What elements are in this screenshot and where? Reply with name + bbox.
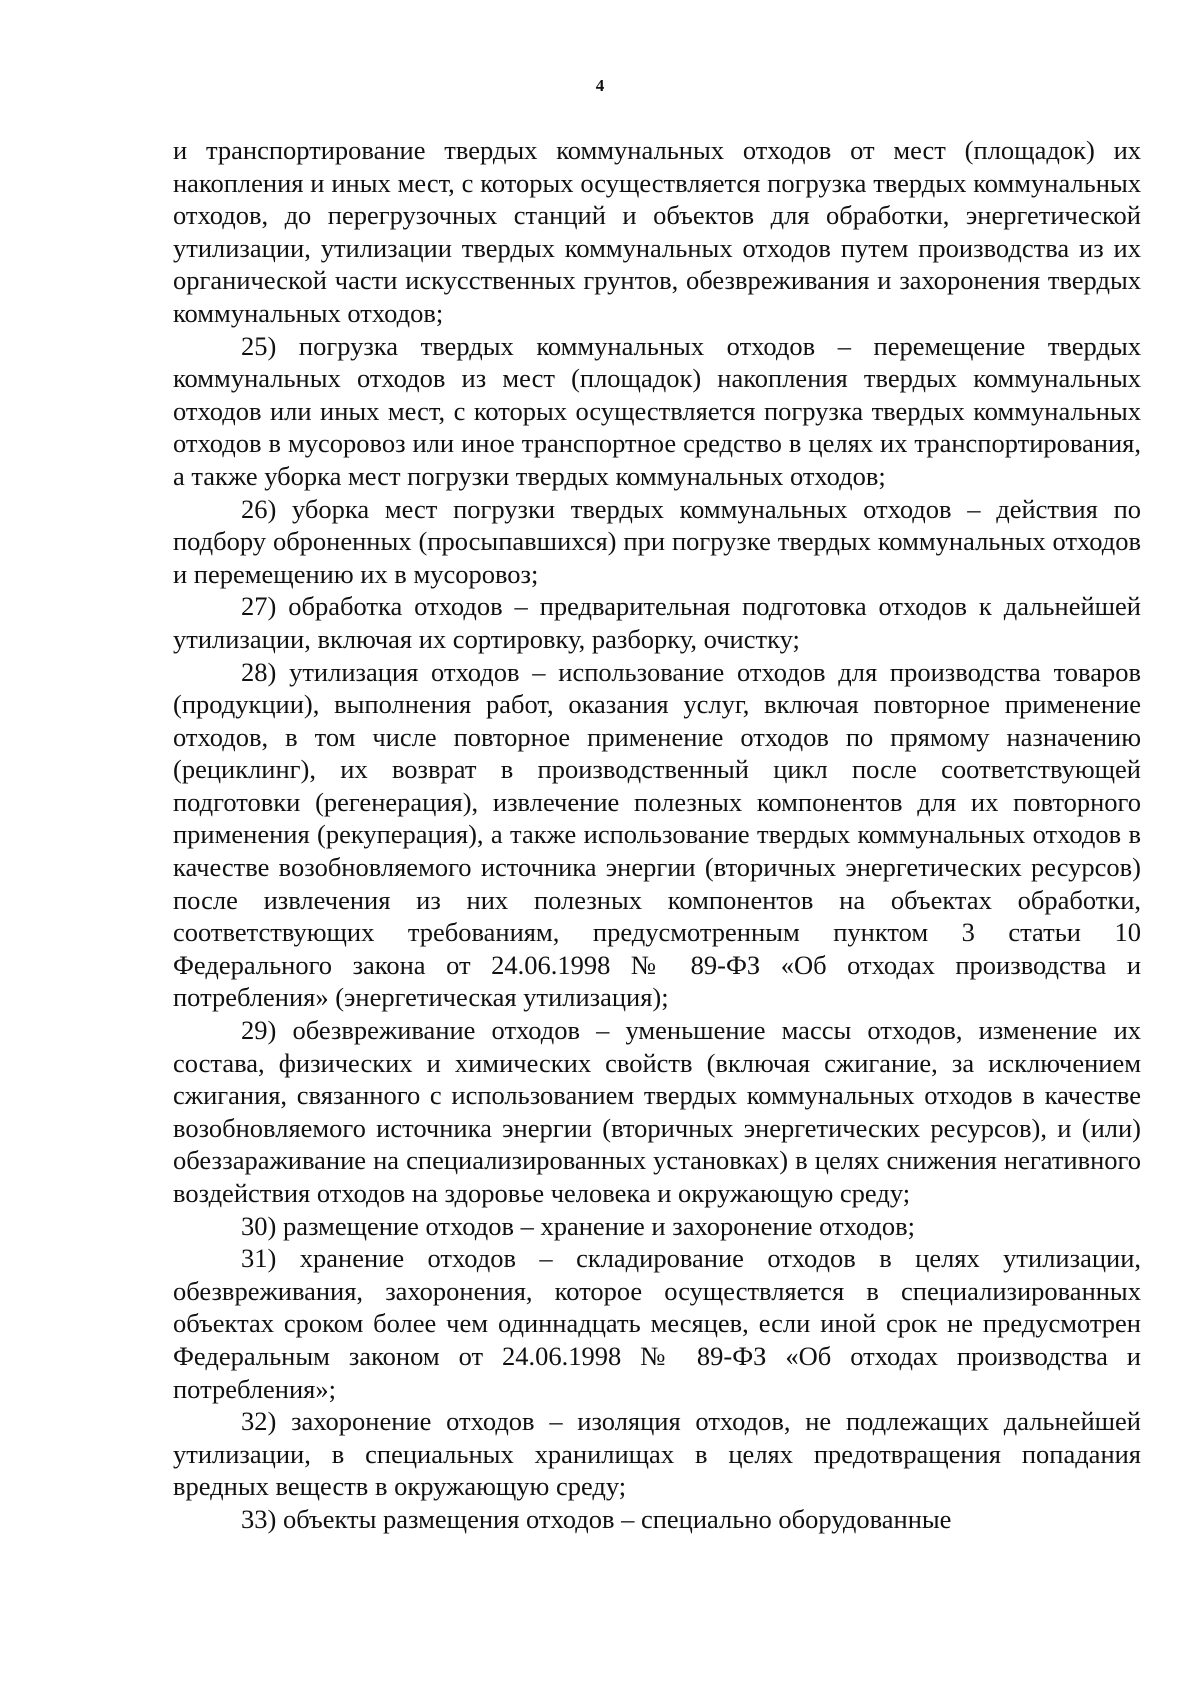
paragraph-item-27: 27) обработка отходов – предварительная подготовка отходов к дальнейшей утилизации, включая их сортировку, разборку, очистку; bbox=[173, 591, 1141, 654]
paragraph-continuation: и транспортирование твердых коммунальных отходов от мест (площадок) их накопления и иных мест, с которых осуществляется погрузка твердых коммунальных отходов, до перегрузочных станций и объектов для обработки, энергетической утилизации, утилизации твердых коммунальных отходов путем производства из их органической части искусственных грунтов, обезвреживания и захоронения твердых коммунальных отходов; bbox=[173, 135, 1141, 328]
paragraph-item-29: 29) обезвреживание отходов – уменьшение массы отходов, изменение их состава, физических и химических свойств (включая сжигание, за исключением сжигания, связанного с использованием твердых коммунальных отходов в качестве возобновляемого источника энергии (вторичных энергетических ресурсов), и (или) обеззараживание на специализированных установках) в целях снижения негативного воздействия отходов на здоровье человека и окружающую среду; bbox=[173, 1015, 1141, 1208]
paragraph-item-33: 33) объекты размещения отходов – специально оборудованные bbox=[241, 1503, 952, 1534]
paragraph-item-31: 31) хранение отходов – складирование отходов в целях утилизации, обезвреживания, захоронения, которое осуществляется в специализированных объектах сроком более чем одиннадцать месяцев, если иной срок не предусмотрен Федеральным законом от 24.06.1998 № 89-ФЗ «Об отходах производства и потребления»; bbox=[173, 1243, 1141, 1404]
paragraph-item-30: 30) размещение отходов – хранение и захоронение отходов; bbox=[241, 1210, 915, 1241]
paragraph-item-32: 32) захоронение отходов – изоляция отходов, не подлежащих дальнейшей утилизации, в специальных хранилищах в целях предотвращения попадания вредных веществ в окружающую среду; bbox=[173, 1406, 1141, 1502]
paragraph-item-26: 26) уборка мест погрузки твердых коммунальных отходов – действия по подбору оброненных (просыпавшихся) при погрузке твердых коммунальных отходов и перемещению их в мусоровоз; bbox=[173, 493, 1141, 589]
page-number: 4 bbox=[595, 76, 605, 95]
paragraph-item-28: 28) утилизация отходов – использование отходов для производства товаров (продукции), выполнения работ, оказания услуг, включая повторное применение отходов, в том числе повторное применение отходов по прямому назначению (рециклинг), их возврат в производственный цикл после соответствующей подготовки (регенерация), извлечение полезных компонентов для их повторного применения (рекуперация), а также использование твердых коммунальных отходов в качестве возобновляемого источника энергии (вторичных энергетических ресурсов) после извлечения из них полезных компонентов на объектах обработки, соответствующих требованиям, предусмотренным пунктом 3 статьи 10 Федерального закона от 24.06.1998 № 89-ФЗ «Об отходах производства и потребления» (энергетическая утилизация); bbox=[173, 656, 1141, 1013]
paragraph-item-25: 25) погрузка твердых коммунальных отходов – перемещение твердых коммунальных отходов из мест (площадок) накопления твердых коммунальных отходов или иных мест, с которых осуществляется погрузка твердых коммунальных отходов в мусоровоз или иное транспортное средство в целях их транспортирования, а также уборка мест погрузки твердых коммунальных отходов; bbox=[173, 330, 1141, 491]
document-body bbox=[173, 134, 1141, 1536]
